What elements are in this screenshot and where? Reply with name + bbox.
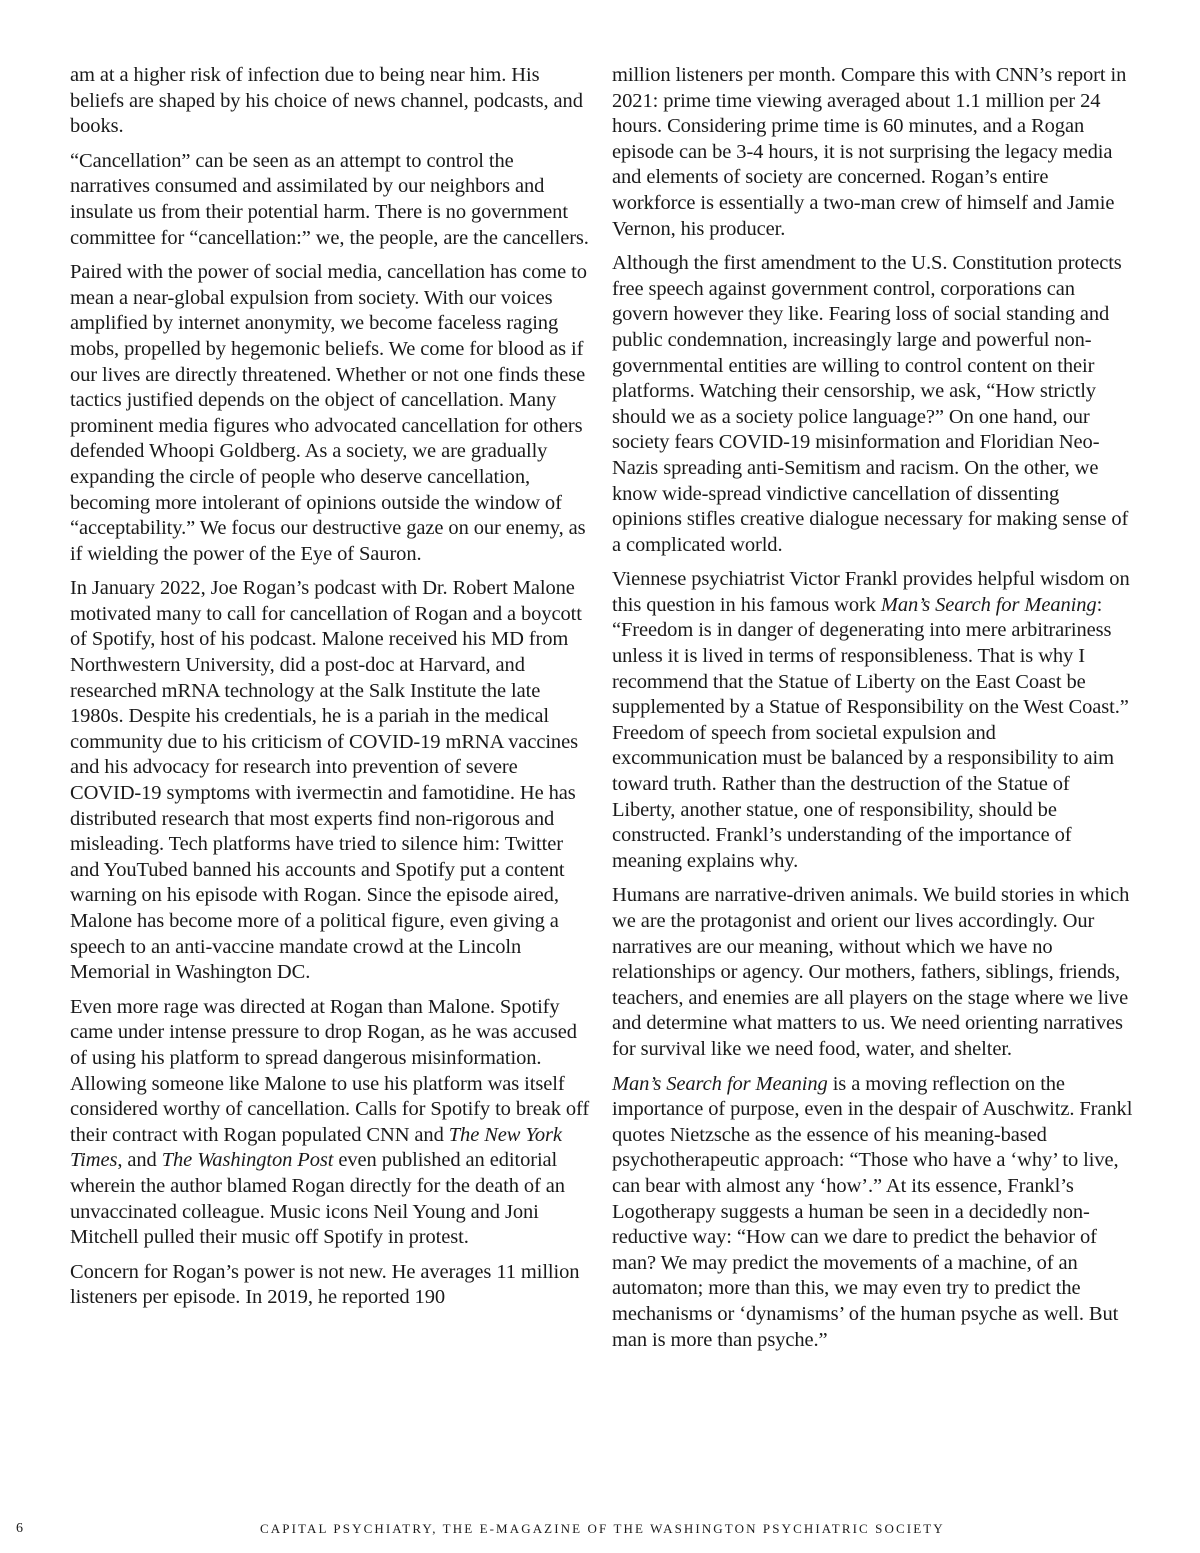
- right-column: [612, 63, 1134, 1362]
- page-number: 6: [16, 1521, 23, 1536]
- paragraph-text: “Cancellation” can be seen as an attempt to control the narratives consumed and assimilated by our neighbors and insulate us from their potential harm. There is no government committee for “cancellation:” we, the people, are the cancellers.: [70, 149, 589, 249]
- article-paragraph: [70, 260, 592, 567]
- paragraph-text: Even more rage was directed at Rogan than Malone. Spotify came under intense pressure to drop Rogan, as he was accused of using his platform to spread dangerous misinformation. Allowing someone like Malone to use his platform was itself considered worthy of cancellation. Calls for Spotify to break off their contract with Rogan populated CNN and: [70, 995, 590, 1146]
- article-paragraph: [70, 1260, 592, 1311]
- page-footer: [0, 1519, 1200, 1543]
- paragraph-text: , and: [117, 1149, 162, 1172]
- article-paragraph: [612, 1072, 1134, 1354]
- paragraph-text: am at a higher risk of infection due to being near him. His beliefs are shaped by his choice of news channel, podcasts, and books.: [70, 64, 583, 138]
- paragraph-text: million listeners per month. Compare this with CNN’s report in 2021: prime time viewing averaged about 1.1 million per 24 hours. Considering prime time is 60 minutes, and a Rogan episode can be 3-4 hours, it is not surprising the legacy media and elements of society are concerned. Rogan’s entire workforce is essentially a two-man crew of himself and Jamie Vernon, his producer.: [612, 64, 1127, 240]
- paragraph-text: In January 2022, Joe Rogan’s podcast with Dr. Robert Malone motivated many to call for cancellation of Rogan and a boycott of Spotify, host of his podcast. Malone received his MD from Northwestern University, did a post-doc at Harvard, and researched mRNA technology at the Salk Institute the late 1980s. Despite his credentials, he is a pariah in the medical community due to his criticism of COVID-19 mRNA vaccines and his advocacy for research into prevention of severe COVID-19 symptoms with ivermectin and famotidine. He has distributed research that most experts find non-rigorous and misleading. Tech platforms have tried to silence him: Twitter and YouTubed banned his accounts and Spotify put a content warning on his episode with Rogan. Since the episode aired, Malone has become more of a political figure, even giving a speech to an anti-vaccine mandate crowd at the Lincoln Memorial in Washington DC.: [70, 577, 582, 984]
- article-paragraph: [612, 251, 1134, 558]
- paragraph-text: : “Freedom is in danger of degenerating into mere arbitrariness unless it is lived in terms of responsibleness. That is why I recommend that the Statue of Liberty on the East Coast be supplemented by a Statue of Responsibility on the West Coast.” Freedom of speech from societal expulsion and excommunication must be balanced by a responsibility to aim toward truth. Rather than the destruction of the Statue of Liberty, another statue, one of responsibility, should be constructed. Frankl’s understanding of the importance of meaning explains why.: [612, 593, 1129, 872]
- article-paragraph: [70, 995, 592, 1251]
- italic-title-text: The Washington Post: [161, 1149, 334, 1172]
- article-paragraph: [70, 63, 592, 140]
- article-paragraph: [612, 883, 1134, 1062]
- article-paragraph: [70, 576, 592, 986]
- italic-title-text: The New York Times: [70, 1123, 562, 1172]
- article-paragraph: [612, 567, 1134, 874]
- paragraph-text: is a moving reflection on the importance of purpose, even in the despair of Auschwitz. Frankl quotes Nietzsche as the essence of his meaning-based psychotherapeutic approach: “Those who have a ‘why’ to live, can bear with almost any ‘how’.” At its essence, Frankl’s Logotherapy suggests a human be seen in a decidedly non-reductive way: “How can we dare to predict the behavior of man? We may predict the movements of a machine, of an automaton; more than this, we may even try to predict the mechanisms or ‘dynamisms’ of the human psyche as well. But man is more than psyche.”: [612, 1072, 1133, 1351]
- italic-title-text: Man’s Search for Meaning: [880, 593, 1097, 616]
- left-column: [70, 63, 592, 1320]
- paragraph-text: Concern for Rogan’s power is not new. He averages 11 million listeners per episode. In 2019, he reported 190: [70, 1260, 580, 1309]
- publication-title: CAPITAL PSYCHIATRY, THE E-MAGAZINE OF THE WASHINGTON PSYCHIATRIC SOCIETY: [260, 1521, 945, 1536]
- article-paragraph: [70, 149, 592, 251]
- paragraph-text: Humans are narrative-driven animals. We build stories in which we are the protagonist and orient our lives accordingly. Our narratives are our meaning, without which we have no relationships or agency. Our mothers, fathers, siblings, friends, teachers, and enemies are all players on the stage where we live and determine what matters to us. We need orienting narratives for survival like we need food, water, and shelter.: [612, 884, 1130, 1060]
- paragraph-text: Although the first amendment to the U.S. Constitution protects free speech against government control, corporations can govern however they like. Fearing loss of social standing and public condemnation, increasingly large and powerful non-governmental entities are willing to control content on their platforms. Watching their censorship, we ask, “How strictly should we as a society police language?” On one hand, our society fears COVID-19 misinformation and Floridian Neo-Nazis spreading anti-Semitism and racism. On the other, we know wide-spread vindictive cancellation of dissenting opinions stifles creative dialogue necessary for making sense of a complicated world.: [612, 252, 1129, 556]
- paragraph-text: Viennese psychiatrist Victor Frankl provides helpful wisdom on this question in his famous work: [612, 568, 1130, 616]
- paragraph-text: even published an editorial wherein the author blamed Rogan directly for the death of an unvaccinated colleague. Music icons Neil Young and Joni Mitchell pulled their music off Spotify in protest.: [70, 1149, 565, 1249]
- paragraph-text: Paired with the power of social media, cancellation has come to mean a near-global expulsion from society. With our voices amplified by internet anonymity, we become faceless raging mobs, propelled by hegemonic beliefs. We come for blood as if our lives are directly threatened. Whether or not one finds these tactics justified depends on the object of cancellation. Many prominent media figures who advocated cancellation for others defended Whoopi Goldberg. As a society, we are gradually expanding the circle of people who deserve cancellation, becoming more intolerant of opinions outside the window of “acceptability.” We focus our destructive gaze on our enemy, as if wielding the power of the Eye of Sauron.: [70, 261, 587, 565]
- italic-title-text: Man’s Search for Meaning: [612, 1072, 828, 1095]
- article-paragraph: [612, 63, 1134, 242]
